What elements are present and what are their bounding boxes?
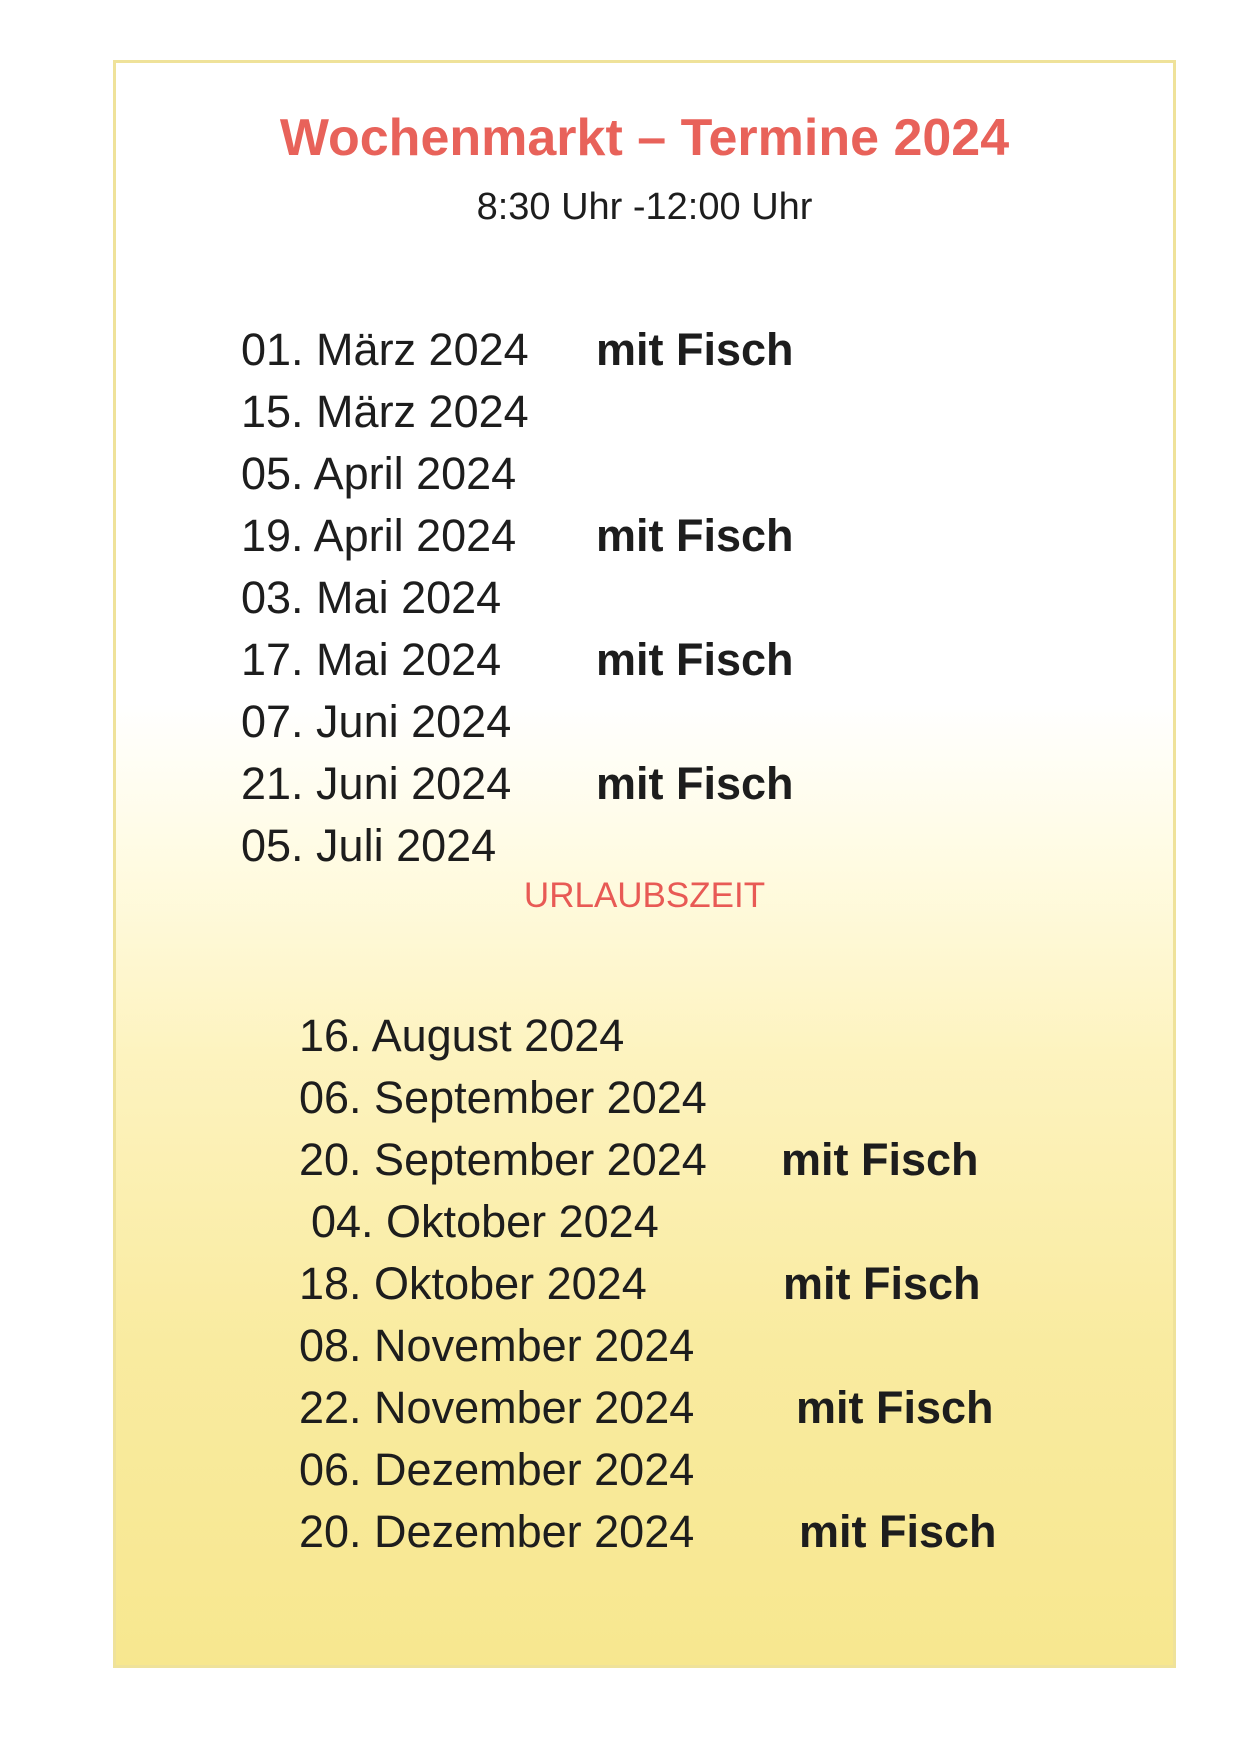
market-date: 18. Oktober 2024: [299, 1258, 647, 1309]
market-date: 07. Juni 2024: [241, 696, 512, 747]
fish-label: mit Fisch: [596, 758, 794, 809]
holiday-break-label: URLAUBSZEIT: [523, 876, 766, 915]
market-date: 06. September 2024: [299, 1072, 707, 1123]
fish-label: mit Fisch: [781, 1134, 979, 1185]
fish-label: mit Fisch: [796, 1382, 994, 1433]
fish-label: mit Fisch: [596, 510, 794, 561]
market-date: 21. Juni 2024: [241, 758, 512, 809]
market-date: 15. März 2024: [241, 386, 529, 437]
market-date: 08. November 2024: [299, 1320, 695, 1371]
fish-label: mit Fisch: [783, 1258, 981, 1309]
schedule-card: [113, 60, 1176, 1668]
market-date: 05. April 2024: [241, 448, 517, 499]
market-date: 20. September 2024: [299, 1134, 707, 1185]
market-date: 04. Oktober 2024: [311, 1196, 659, 1247]
fish-label: mit Fisch: [596, 634, 794, 685]
market-date: 16. August 2024: [299, 1010, 625, 1061]
page-title: Wochenmarkt – Termine 2024: [279, 109, 1010, 167]
market-date: 19. April 2024: [241, 510, 517, 561]
fish-label: mit Fisch: [596, 324, 794, 375]
market-date: 22. November 2024: [299, 1382, 695, 1433]
fish-label: mit Fisch: [799, 1506, 997, 1557]
market-date: 06. Dezember 2024: [299, 1444, 695, 1495]
market-hours: 8:30 Uhr -12:00 Uhr: [476, 186, 813, 228]
market-date: 20. Dezember 2024: [299, 1506, 695, 1557]
market-date: 03. Mai 2024: [241, 572, 502, 623]
market-date: 17. Mai 2024: [241, 634, 502, 685]
market-date: 05. Juli 2024: [241, 820, 497, 871]
market-date: 01. März 2024: [241, 324, 529, 375]
